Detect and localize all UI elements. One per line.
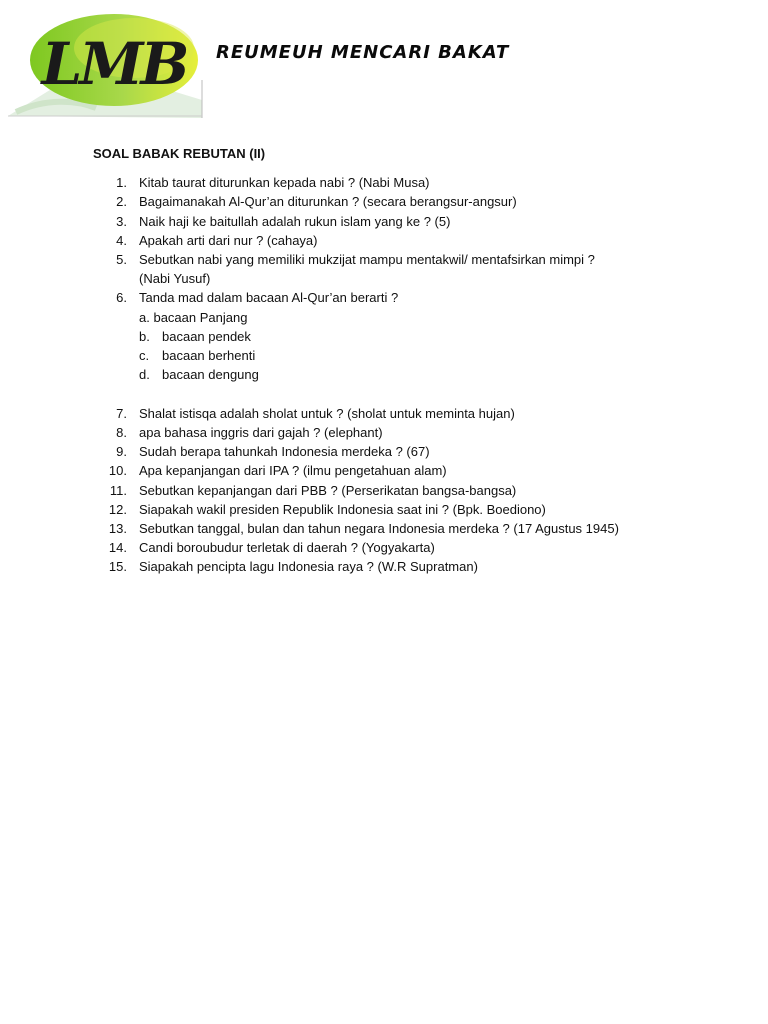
item-number: 6. [116, 290, 127, 305]
item-text: Siapakah wakil presiden Republik Indonesia saat ini ? (Bpk. Boediono) [139, 502, 546, 517]
item-text: Sudah berapa tahunkah Indonesia merdeka ? (67) [139, 444, 430, 459]
option-letter: d. [139, 367, 150, 382]
option-text: bacaan dengung [162, 367, 259, 382]
item-text: apa bahasa inggris dari gajah ? (elephant) [139, 425, 383, 440]
option-letter: b. [139, 329, 150, 344]
item-number: 8. [116, 425, 127, 440]
lmb-logo [6, 8, 228, 120]
item-text: Sebutkan kepanjangan dari PBB ? (Perserikatan bangsa-bangsa) [139, 483, 517, 498]
item-number: 9. [116, 444, 127, 459]
item-number: 13. [108, 521, 127, 536]
item-number: 10. [108, 463, 127, 478]
item-text: Apakah arti dari nur ? (cahaya) [139, 233, 318, 248]
item-number: 12. [108, 502, 127, 517]
item-text: Sebutkan tanggal, bulan dan tahun negara Indonesia merdeka ? (17 Agustus 1945) [139, 521, 619, 536]
option-letter: a. [139, 310, 150, 325]
option-text: bacaan Panjang [153, 310, 248, 325]
item-text: Kitab taurat diturunkan kepada nabi ? (Nabi Musa) [139, 175, 430, 190]
item-number: 3. [116, 214, 127, 229]
option-text: bacaan berhenti [162, 348, 256, 363]
item-number: 1. [116, 175, 127, 190]
item-number: 7. [116, 406, 127, 421]
item-text: Sebutkan nabi yang memiliki mukzijat mampu mentakwil/ mentafsirkan mimpi ? [139, 252, 595, 267]
item-number: 14. [108, 540, 127, 555]
section-title: SOAL BABAK REBUTAN (II) [93, 146, 266, 161]
svg-text:LMB: LMB [41, 30, 187, 98]
item-text: Tanda mad dalam bacaan Al-Qur’an berarti ? [139, 290, 399, 305]
option-letter: c. [139, 348, 150, 363]
item-text: Siapakah pencipta lagu Indonesia raya ? (W.R Supratman) [139, 559, 478, 574]
item-text: Shalat istisqa adalah sholat untuk ? (sholat untuk meminta hujan) [139, 406, 515, 421]
item-text: (Nabi Yusuf) [139, 271, 211, 286]
item-number: 2. [116, 194, 127, 209]
page-title: REUMEUH MENCARI BAKAT [216, 42, 510, 63]
item-text: Bagaimanakah Al-Qur’an diturunkan ? (secara berangsur-angsur) [139, 194, 517, 209]
item-number: 5. [116, 252, 127, 267]
item-text: Candi boroubudur terletak di daerah ? (Yogyakarta) [139, 540, 435, 555]
item-number: 4. [116, 233, 127, 248]
item-number: 11. [109, 483, 127, 498]
item-number: 15. [108, 559, 127, 574]
item-text: Naik haji ke baitullah adalah rukun islam yang ke ? (5) [139, 214, 451, 229]
item-text: Apa kepanjangan dari IPA ? (ilmu pengetahuan alam) [139, 463, 447, 478]
option-text: bacaan pendek [162, 329, 251, 344]
sub-option [139, 308, 247, 327]
